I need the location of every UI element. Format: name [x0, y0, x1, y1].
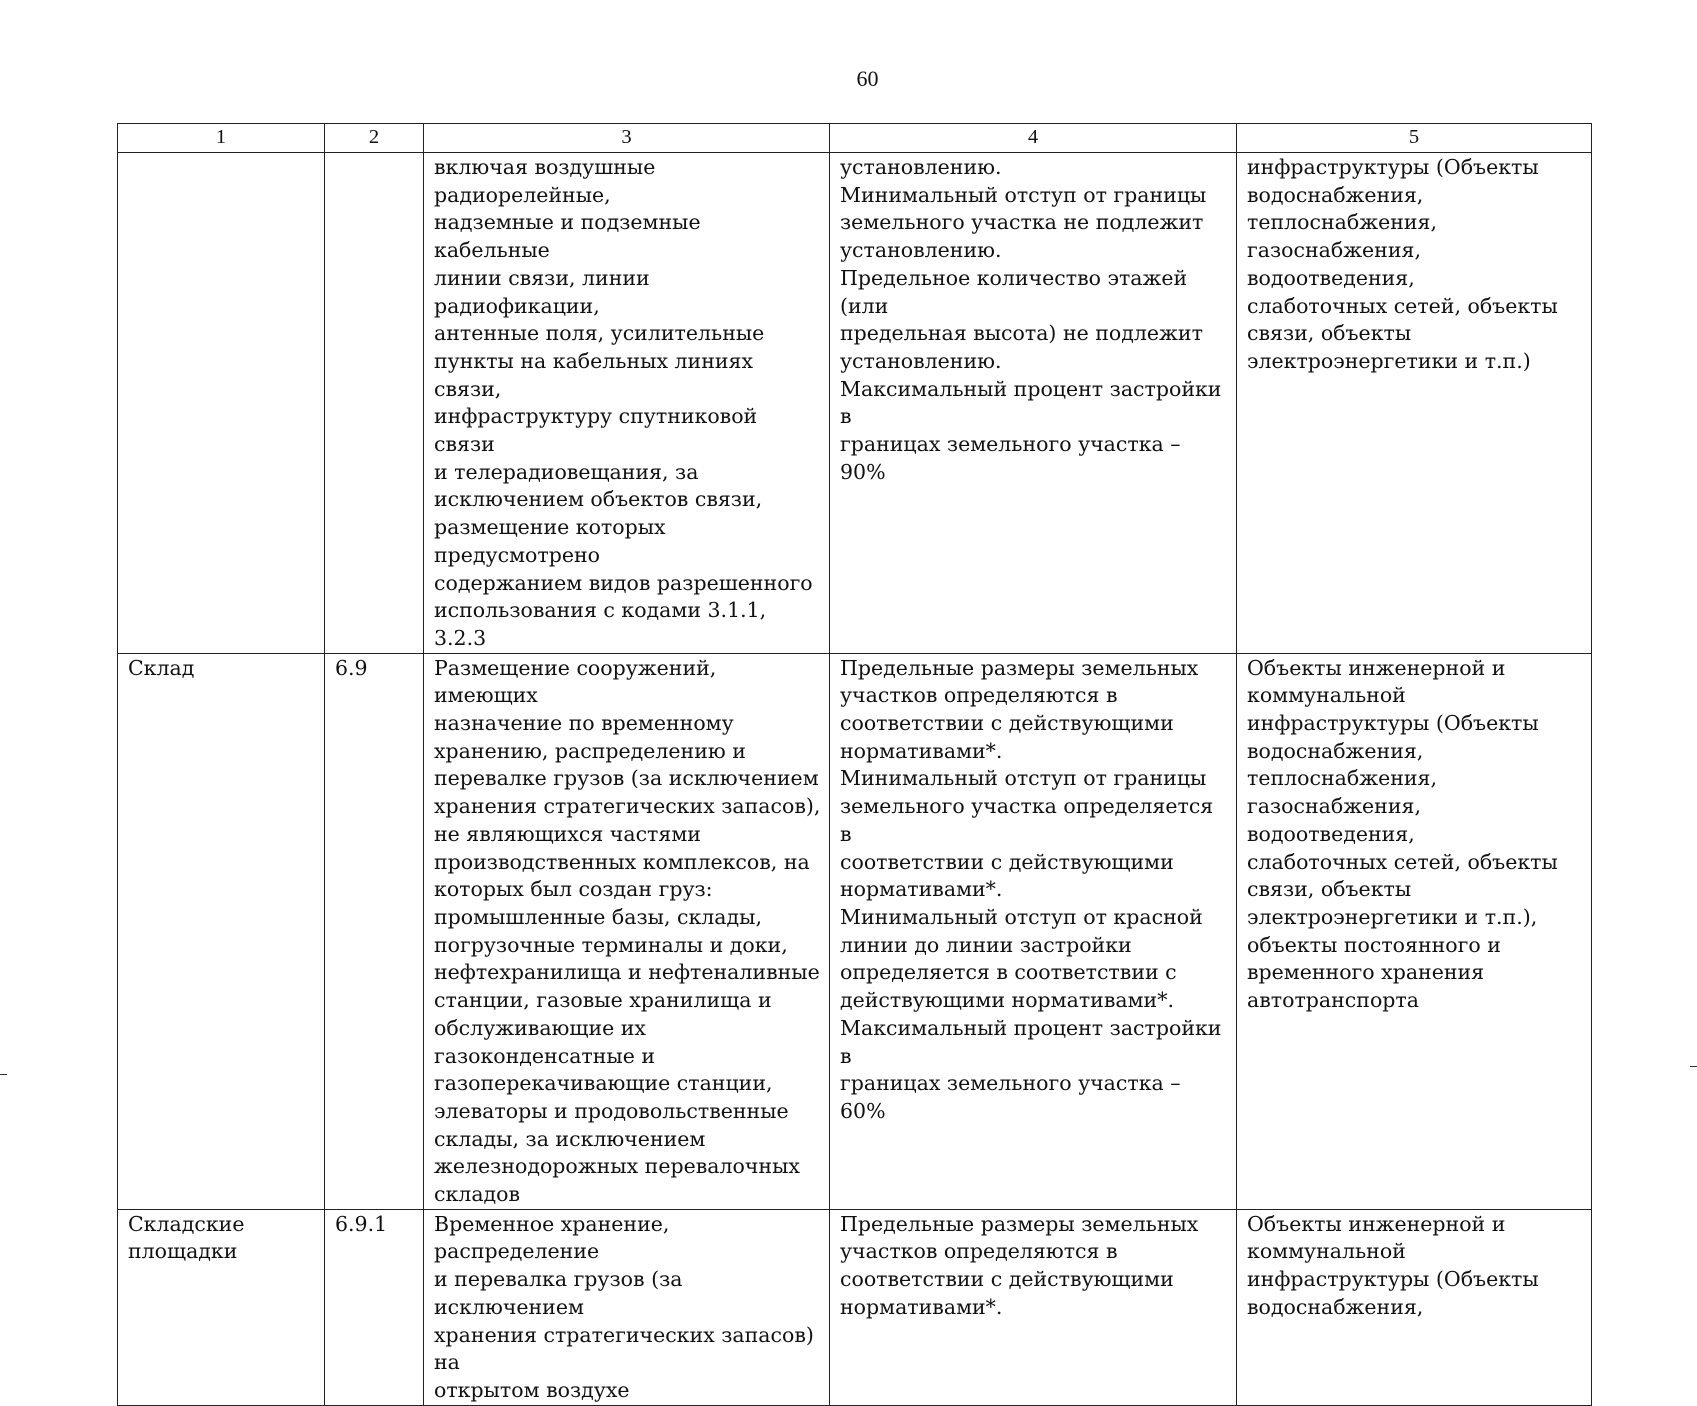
use-description-cell: включая воздушные радиорелейные, надземные и подземные кабельные линии связи, линии радиофикации, антенные поля, усилительные пункты на кабельных линиях связи, инфраструктуру спутниковой связи и телерадиовещания, за исключением объектов связи, размещение которых предусмотрено содержанием видов разрешенного использования с кодами 3.1.1, 3.2.3	[424, 153, 830, 654]
table-row	[118, 1209, 1592, 1405]
parameters-cell: Предельные размеры земельных участков определяются в соответствии с действующими нормативами*. Минимальный отступ от границы земельного участка определяется в соответствии с действующими нормативами*. Минимальный отступ от красной линии до линии застройки определяется в соответствии с действующими нормативами*. Максимальный процент застройки в границах земельного участка – 60%	[830, 653, 1237, 1209]
column-number-3: 3	[424, 124, 830, 153]
use-name-cell: Склад	[118, 653, 325, 1209]
column-number-2: 2	[325, 124, 424, 153]
auxiliary-objects-cell: Объекты инженерной и коммунальной инфраструктуры (Объекты водоснабжения,	[1237, 1209, 1592, 1405]
table-row	[118, 653, 1592, 1209]
use-description-cell: Размещение сооружений, имеющих назначение по временному хранению, распределению и перевалке грузов (за исключением хранения стратегических запасов), не являющихся частями производственных комплексов, на которых был создан груз: промышленные базы, склады, погрузочные терминалы и доки, нефтехранилища и нефтеналивные станции, газовые хранилища и обслуживающие их газоконденсатные и газоперекачивающие станции, элеваторы и продовольственные склады, за исключением железнодорожных перевалочных складов	[424, 653, 830, 1209]
column-number-4: 4	[830, 124, 1237, 153]
column-number-row	[118, 124, 1592, 153]
column-number-5: 5	[1237, 124, 1592, 153]
table-row	[118, 153, 1592, 654]
parameters-cell: установлению. Минимальный отступ от границы земельного участка не подлежит установлению. Предельное количество этажей (или предельная высота) не подлежит установлению. Максимальный процент застройки в границах земельного участка – 90%	[830, 153, 1237, 654]
use-code-cell: 6.9	[325, 653, 424, 1209]
use-code-cell	[325, 153, 424, 654]
column-number-1: 1	[118, 124, 325, 153]
page-number: 60	[856, 66, 879, 91]
parameters-cell: Предельные размеры земельных участков определяются в соответствии с действующими нормативами*.	[830, 1209, 1237, 1405]
use-name-cell: Складские площадки	[118, 1209, 325, 1405]
use-description-cell: Временное хранение, распределение и перевалка грузов (за исключением хранения стратегических запасов) на открытом воздухе	[424, 1209, 830, 1405]
scan-margin-mark	[1690, 1066, 1697, 1067]
use-code-cell: 6.9.1	[325, 1209, 424, 1405]
auxiliary-objects-cell: инфраструктуры (Объекты водоснабжения, теплоснабжения, газоснабжения, водоотведения, слаботочных сетей, объекты связи, объекты электроэнергетики и т.п.)	[1237, 153, 1592, 654]
use-name-cell	[118, 153, 325, 654]
auxiliary-objects-cell: Объекты инженерной и коммунальной инфраструктуры (Объекты водоснабжения, теплоснабжения, газоснабжения, водоотведения, слаботочных сетей, объекты связи, объекты электроэнергетики и т.п.), объекты постоянного и временного хранения автотранспорта	[1237, 653, 1592, 1209]
scan-margin-mark	[0, 1074, 7, 1075]
land-use-table	[117, 123, 1592, 1406]
